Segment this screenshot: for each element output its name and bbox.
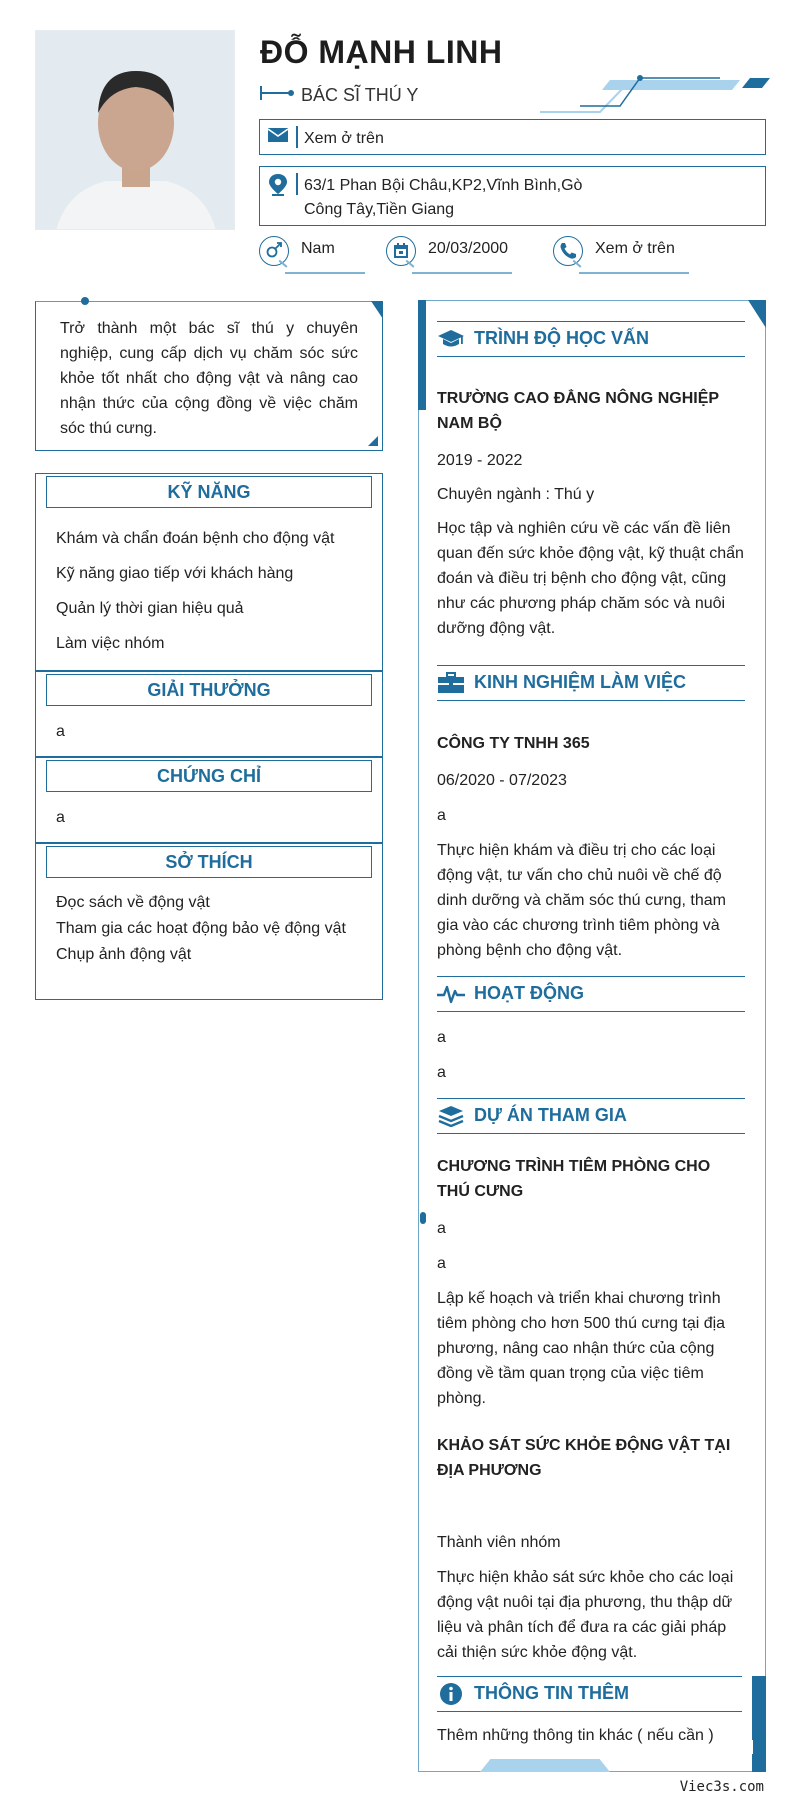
phone-value: Xem ở trên bbox=[595, 240, 675, 257]
birthdate-value: 20/03/2000 bbox=[428, 240, 509, 257]
education-school: TRƯỜNG CAO ĐẲNG NÔNG NGHIỆP NAM BỘ bbox=[437, 390, 719, 432]
hobbies-panel bbox=[35, 843, 383, 1000]
skills-list bbox=[56, 527, 334, 667]
education-title: TRÌNH ĐỘ HỌC VẤN bbox=[474, 328, 649, 348]
skills-panel bbox=[35, 473, 383, 671]
project-line: a bbox=[437, 1255, 446, 1272]
project-name: CHƯƠNG TRÌNH TIÊM PHÒNG CHO THÚ CƯNG bbox=[437, 1158, 711, 1200]
header-decoration bbox=[540, 72, 770, 116]
project-line: a bbox=[437, 1220, 446, 1237]
info-icon bbox=[437, 1682, 465, 1706]
layers-icon bbox=[437, 1104, 465, 1128]
additional-text: Thêm những thông tin khác ( nếu cần ) bbox=[437, 1727, 714, 1744]
list-item: Chụp ảnh động vật bbox=[56, 946, 192, 963]
education-description: Học tập và nghiên cứu về các vấn đề liên quan đến sức khỏe động vật, kỹ thuật chẩn đoán và điều trị bệnh cho động vật, cũng như các phương pháp chăm sóc và nuôi dưỡng động vật. bbox=[437, 520, 744, 637]
gender-value: Nam bbox=[301, 240, 335, 257]
project-description: Lập kế hoạch và triển khai chương trình tiêm phòng cho hơn 500 thú cưng tại địa phương, nâng cao nhận thức của cộng đồng về tầm quan trọng của việc tiêm phòng. bbox=[437, 1290, 726, 1407]
education-major: Chuyên ngành : Thú y bbox=[437, 486, 595, 503]
projects-section-title bbox=[437, 1098, 745, 1134]
list-item: Làm việc nhóm bbox=[56, 635, 165, 652]
email-value: Xem ở trên bbox=[304, 130, 384, 147]
certificates-list bbox=[56, 806, 65, 841]
additional-section-title bbox=[437, 1676, 742, 1712]
candidate-role: BÁC SĨ THÚ Y bbox=[301, 85, 419, 105]
awards-panel bbox=[35, 671, 383, 757]
experience-period: 06/2020 - 07/2023 bbox=[437, 772, 567, 789]
phone-icon bbox=[553, 236, 583, 266]
activity-item: a bbox=[437, 1029, 446, 1046]
avatar bbox=[35, 30, 235, 230]
project-name: KHẢO SÁT SỨC KHỎE ĐỘNG VẬT TẠI ĐỊA PHƯƠNG bbox=[437, 1437, 731, 1479]
address-field bbox=[259, 166, 766, 226]
activities-title: HOẠT ĐỘNG bbox=[474, 983, 584, 1003]
calendar-icon bbox=[386, 236, 416, 266]
address-value: 63/1 Phan Bội Châu,KP2,Vĩnh Bình,Gò Công Tây,Tiền Giang bbox=[304, 177, 583, 218]
candidate-name: ĐỖ MẠNH LINH bbox=[260, 34, 503, 70]
mail-icon bbox=[260, 120, 296, 154]
certificates-title: CHỨNG CHỈ bbox=[46, 760, 372, 792]
experience-company: CÔNG TY TNHH 365 bbox=[437, 735, 590, 752]
activity-item: a bbox=[437, 1064, 446, 1081]
email-field bbox=[259, 119, 766, 155]
graduation-cap-icon bbox=[437, 327, 465, 351]
certificates-panel bbox=[35, 757, 383, 843]
experience-position: a bbox=[437, 807, 446, 824]
additional-title: THÔNG TIN THÊM bbox=[474, 1683, 629, 1703]
awards-title: GIẢI THƯỞNG bbox=[46, 674, 372, 706]
list-item: Đọc sách về động vật bbox=[56, 894, 210, 911]
activities-section-title bbox=[437, 976, 745, 1012]
list-item: Khám và chẩn đoán bệnh cho động vật bbox=[56, 530, 335, 547]
location-pin-icon bbox=[260, 167, 296, 225]
list-item: a bbox=[56, 723, 65, 740]
hobbies-list bbox=[56, 891, 366, 969]
list-item: Tham gia các hoạt động bảo vệ động vật bbox=[56, 920, 346, 937]
phone-info bbox=[553, 236, 703, 276]
list-item: Kỹ năng giao tiếp với khách hàng bbox=[56, 565, 294, 582]
gender-info bbox=[259, 236, 379, 276]
pulse-icon bbox=[437, 982, 465, 1006]
list-item: a bbox=[56, 809, 65, 826]
footer-brand: Viec3s.com bbox=[679, 1779, 764, 1795]
experience-section-title bbox=[437, 665, 745, 701]
skills-title: KỸ NĂNG bbox=[46, 476, 372, 508]
objective-text: Trở thành một bác sĩ thú y chuyên nghiệp, cung cấp dịch vụ chăm sóc sức khỏe tốt nhất cho động vật và nâng cao nhận thức của cộng đồng về việc chăm sóc thú cưng. bbox=[60, 320, 358, 437]
education-section-title bbox=[437, 321, 745, 357]
education-period: 2019 - 2022 bbox=[437, 452, 523, 469]
awards-list bbox=[56, 720, 65, 755]
list-item: Quản lý thời gian hiệu quả bbox=[56, 600, 244, 617]
project-line: Thành viên nhóm bbox=[437, 1534, 561, 1551]
hobbies-title: SỞ THÍCH bbox=[46, 846, 372, 878]
projects-title: DỰ ÁN THAM GIA bbox=[474, 1105, 627, 1125]
birthdate-info bbox=[386, 236, 536, 276]
gender-icon bbox=[259, 236, 289, 266]
project-description: Thực hiện khảo sát sức khỏe cho các loại động vật nuôi tại địa phương, thu thập dữ liệu và phân tích để đưa ra các giải pháp cải thiện sức khỏe động vật. bbox=[437, 1569, 734, 1661]
experience-title: KINH NGHIỆM LÀM VIỆC bbox=[474, 672, 687, 692]
briefcase-icon bbox=[437, 671, 465, 695]
experience-description: Thực hiện khám và điều trị cho các loại động vật, tư vấn cho chủ nuôi về chế độ dinh dưỡng và chăm sóc thú cưng, tham gia vào các chương trình tiêm phòng và phòng bệnh cho động vật. bbox=[437, 842, 726, 959]
role-decoration bbox=[260, 86, 290, 100]
career-objective bbox=[35, 301, 383, 451]
